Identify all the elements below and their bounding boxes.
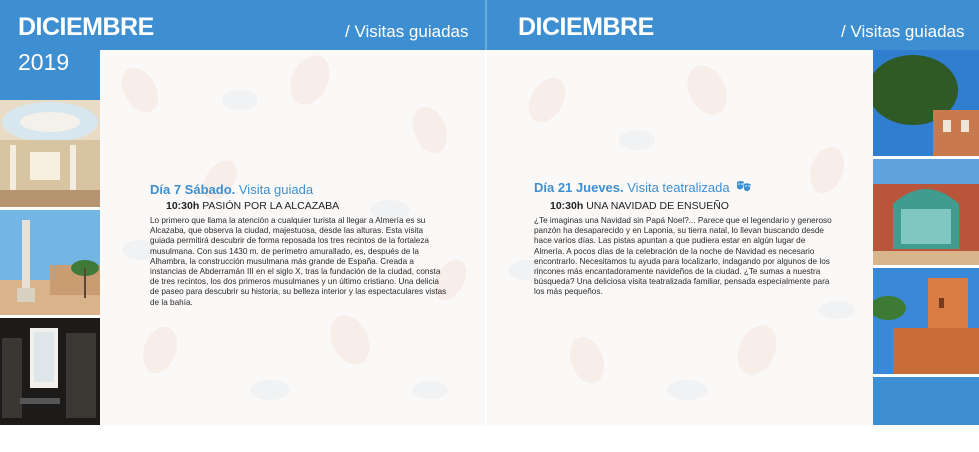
event-subheading xyxy=(166,200,450,212)
photo-alcazaba-tower xyxy=(873,268,979,374)
corner-color-block xyxy=(873,377,979,425)
event-description xyxy=(150,216,450,308)
month-title-left: DICIEMBRE xyxy=(18,13,154,41)
desc-line: Lo primero que llama la atención a cualquier turista al llegar a Almería es su xyxy=(150,216,426,225)
photo-station-facade xyxy=(873,159,979,265)
event-type: Visita guiada xyxy=(238,182,314,197)
event-type: Visita teatralizada xyxy=(627,180,730,195)
photo-palace-interior xyxy=(0,100,100,207)
photo-library-room xyxy=(0,318,100,425)
desc-line: instancias de Abderramán III en el siglo X, tras la fundación de la ciudad, consta xyxy=(150,267,441,277)
desc-line: panzón ha desaparecido y en Laponia, su tierra natal, lo llevan buscando desde xyxy=(534,226,824,236)
desc-line: Almería. A pocos días de la celebración de la noche de Navidad es necesario xyxy=(534,246,815,256)
event-day: Día 7 Sábado. xyxy=(150,182,236,197)
event-subheading xyxy=(550,200,834,212)
theater-masks-icon xyxy=(736,180,752,197)
section-title-left: / Visitas guiadas xyxy=(345,22,469,41)
year-label: 2019 xyxy=(18,49,70,75)
page-divider xyxy=(485,0,487,50)
event-heading xyxy=(150,182,450,197)
month-title-right: DICIEMBRE xyxy=(518,13,654,41)
event-name: UNA NAVIDAD DE ENSUEÑO xyxy=(586,200,729,212)
desc-line: encontrarlo. Necesitamos tu ayuda para localizarlo, indagando por algunos de los xyxy=(534,256,830,266)
desc-line: hace varios días. Las pistas apuntan a que pudiera estar en algún lugar de xyxy=(534,236,806,246)
event-card xyxy=(150,182,450,308)
photo-tree-building xyxy=(873,50,979,156)
photo-monument-square xyxy=(0,210,100,315)
desc-line: guiada permitirá descubrir de forma reposada los tres recintos de la fortaleza xyxy=(150,236,429,246)
event-time: 10:30h xyxy=(550,200,584,212)
desc-line: los más pequeños. xyxy=(534,287,603,297)
event-name: PASIÓN POR LA ALCAZABA xyxy=(202,200,340,212)
desc-line: de paseo para descubrir su historia, su belleza interior y las espectaculares vistas xyxy=(150,287,447,297)
desc-line: Alcazaba, que observa la ciudad, majestuosa, desde las alturas. Esta visita xyxy=(150,226,424,236)
event-time: 10:30h xyxy=(166,200,200,212)
event-day: Día 21 Jueves. xyxy=(534,180,624,195)
desc-line: Alhambra, la construcción musulmana más grande de España. Creada a xyxy=(150,256,414,266)
event-description xyxy=(534,216,834,298)
event-card xyxy=(534,180,834,298)
desc-line: ¿Te imaginas una Navidad sin Papá Noel?... Parece que el legendario y generoso xyxy=(534,216,832,225)
desc-line: de la bahía. xyxy=(150,297,193,307)
desc-line: búsqueda? Una deliciosa visita teatralizada familiar, pensada especialmente para xyxy=(534,277,830,287)
desc-line: musulmana. Con sus 1430 m. de perímetro amurallado, es, después de la xyxy=(150,246,419,256)
section-title-right: / Visitas guiadas xyxy=(841,22,965,41)
desc-line: rincones más encantadoramente navideños de la ciudad. ¿Te sumas a nuestra xyxy=(534,267,821,277)
event-heading xyxy=(534,180,834,197)
desc-line: de tres recintos, los dos primeros musulmanes y un último cristiano. Una delicia xyxy=(150,277,439,287)
